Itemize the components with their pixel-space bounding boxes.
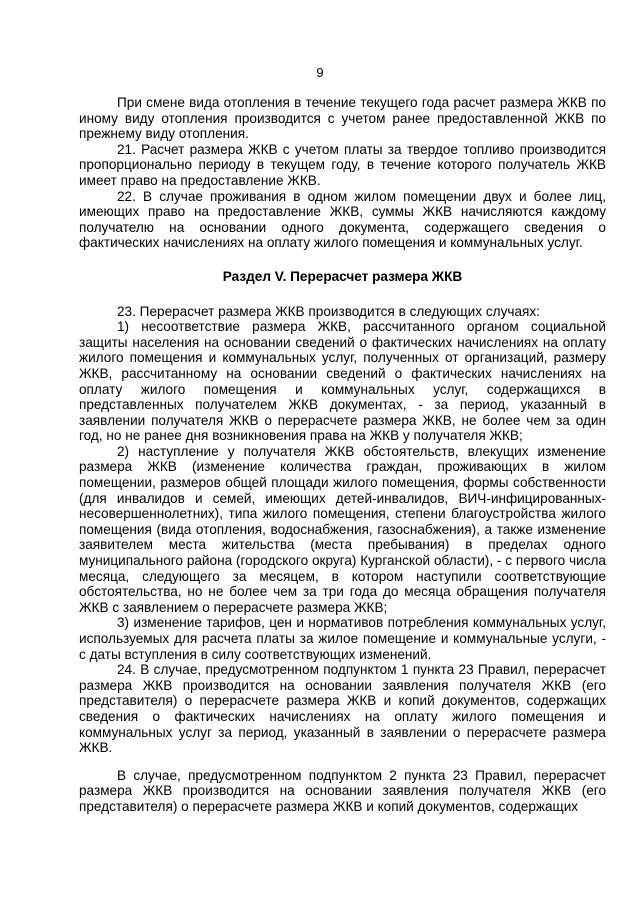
paragraph-23-item-3: 3) изменение тарифов, цен и нормативов потребления коммунальных услуг, используемых для расчета платы за жилое помещение и коммунальные услуги, - с даты вступления в силу соответствующих изменений. (79, 615, 606, 662)
paragraph-21: 21. Расчет размера ЖКВ с учетом платы за твердое топливо производится пропорционально периоду в текущем году, в течение которого получатель ЖКВ имеет право на предоставление ЖКВ. (79, 141, 606, 188)
paragraph-23-item-1: 1) несоответствие размера ЖКВ, рассчитанного органом социальной защиты населения на основании сведений о фактических начислениях на оплату жилого помещения и коммунальных услуг, полученных от организаций, размеру ЖКВ, рассчитанному на основании сведений о фактических начислениях на оплату жилого помещения и коммунальных услуг, содержащихся в представленных получателем ЖКВ документах, - за период, указанный в заявлении получателя ЖКВ о перерасчете размера ЖКВ, не более чем за один год, но не ранее дня возникновения права на ЖКВ у получателя ЖКВ; (79, 319, 606, 444)
document-body (79, 95, 606, 815)
paragraph-24-continued: В случае, предусмотренном подпунктом 2 пункта 23 Правил, перерасчет размера ЖКВ производится на основании заявления получателя ЖКВ (его представителя) о перерасчете размера ЖКВ и копий документов, содержащих (79, 767, 606, 814)
paragraph-23-item-2: 2) наступление у получателя ЖКВ обстоятельств, влекущих изменение размера ЖКВ (изменение количества граждан, проживающих в жилом помещении, размеров общей площади жилого помещения, формы собственности (для инвалидов и семей, имеющих детей-инвалидов, ВИЧ-инфицированных-несовершеннолетних), типа жилого помещения, степени благоустройства жилого помещения (вида отопления, водоснабжения, газоснабжения), а также изменение заявителем места жительства (места пребывания) в пределах одного муниципального района (городского округа) Курганской области), - с первого числа месяца, следующего за месяцем, в котором наступили соответствующие обстоятельства, но не более чем за три года до месяца обращения получателя ЖКВ с заявлением о перерасчете размера ЖКВ; (79, 443, 606, 615)
paragraph-22: 22. В случае проживания в одном жилом помещении двух и более лиц, имеющих право на предоставление ЖКВ, суммы ЖКВ начисляются каждому получателю на основании одного документа, содержащего сведения о фактических начислениях на оплату жилого помещения и коммунальных услуг. (79, 188, 606, 251)
paragraph-heating-change: При смене вида отопления в течение текущего года расчет размера ЖКВ по иному виду отопления производится с учетом ранее предоставленной ЖКВ по прежнему виду отопления. (79, 95, 606, 142)
paragraph-24: 24. В случае, предусмотренном подпунктом 1 пункта 23 Правил, перерасчет размера ЖКВ производится на основании заявления получателя ЖКВ (его представителя) о перерасчете размера ЖКВ и копий документов, содержащих сведения о фактических начислениях на оплату жилого помещения и коммунальных услуг за период, указанный в заявлении о перерасчете размера ЖКВ. (79, 662, 606, 756)
section-heading: Раздел V. Перерасчет размера ЖКВ (222, 268, 463, 284)
paragraph-23: 23. Перерасчет размера ЖКВ производится в следующих случаях: (117, 303, 540, 319)
page-number: 9 (316, 65, 324, 80)
